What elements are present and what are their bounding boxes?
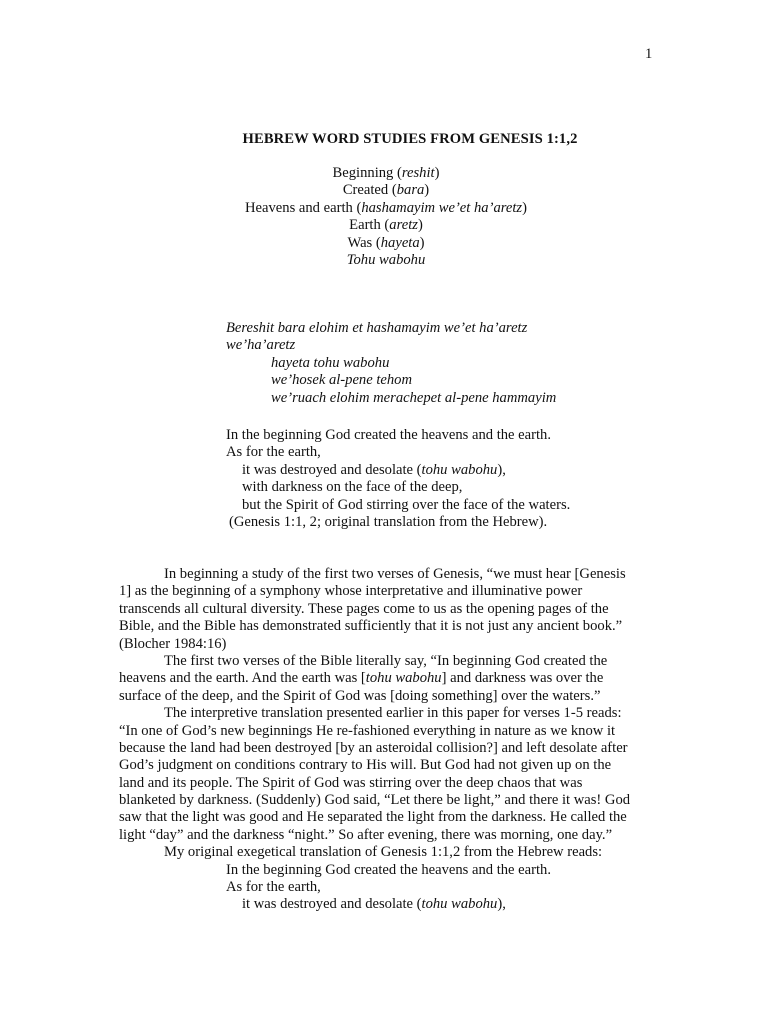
paragraph-line: 1] as the beginning of a symphony whose interpretative and illuminative power bbox=[119, 583, 583, 600]
word-study-list bbox=[0, 165, 768, 269]
hebrew-line: hayeta tohu wabohu bbox=[271, 354, 390, 371]
quote-line: As for the earth, bbox=[226, 879, 321, 896]
page-title: HEBREW WORD STUDIES FROM GENESIS 1:1,2 bbox=[242, 131, 578, 147]
paragraph-line: Bible, and the Bible has demonstrated sufficiently that it is not just any ancient book.” bbox=[119, 618, 623, 635]
translation-line: As for the earth, bbox=[226, 444, 321, 461]
paragraph-line: transcends all cultural diversity. These pages come to us as the opening pages of the bbox=[119, 600, 609, 617]
paragraph-line: (Blocher 1984:16) bbox=[119, 635, 227, 652]
word-study-item: Was (hayeta) bbox=[347, 234, 425, 251]
paragraph-line: light “day” and the darkness “night.” So after evening, there was morning, one day.” bbox=[119, 826, 613, 843]
paragraph-line: “In one of God’s new beginnings He re-fashioned everything in nature as we know it bbox=[119, 722, 616, 739]
hebrew-line: we’ruach elohim merachepet al-pene hammayim bbox=[271, 389, 557, 406]
translation-line: but the Spirit of God stirring over the face of the waters. bbox=[242, 496, 571, 513]
paragraph-line: God’s judgment on conditions contrary to His will. But God had not given up on the bbox=[119, 757, 612, 774]
hebrew-line: Bereshit bara elohim et hashamayim we’et ha’aretz bbox=[226, 320, 528, 336]
word-study-item: Created (bara) bbox=[342, 182, 430, 199]
word-study-item: Earth (aretz) bbox=[349, 217, 423, 234]
quote-line: In the beginning God created the heavens and the earth. bbox=[226, 861, 551, 878]
paragraph-line: blanketed by darkness. (Suddenly) God said, “Let there be light,” and there it was! God bbox=[119, 792, 631, 809]
hebrew-transliteration bbox=[226, 320, 556, 407]
translation-line: with darkness on the face of the deep, bbox=[242, 479, 463, 496]
translation-citation: (Genesis 1:1, 2; original translation from the Hebrew). bbox=[229, 513, 548, 530]
paragraph-line: The interpretive translation presented earlier in this paper for verses 1-5 reads: bbox=[164, 705, 622, 722]
translation-line: In the beginning God created the heavens and the earth. bbox=[226, 427, 551, 443]
page-number: 1 bbox=[645, 46, 653, 62]
paragraph-line: heavens and the earth. And the earth was [tohu wabohu] and darkness was over the bbox=[119, 670, 604, 687]
paragraph-line: My original exegetical translation of Genesis 1:1,2 from the Hebrew reads: bbox=[164, 844, 603, 861]
paragraph-line: In beginning a study of the first two verses of Genesis, “we must hear [Genesis bbox=[164, 566, 626, 582]
hebrew-line: we’ha’aretz bbox=[226, 337, 296, 354]
word-study-item: Tohu wabohu bbox=[346, 251, 426, 268]
paragraph-line: land and its people. The Spirit of God was stirring over the deep chaos that was bbox=[119, 774, 583, 791]
hebrew-line: we’hosek al-pene tehom bbox=[271, 372, 413, 389]
paragraph-line: because the land had been destroyed [by an asteroidal collision?] and left desolate after bbox=[119, 739, 628, 756]
word-study-item: Heavens and earth (hashamayim we’et ha’aretz) bbox=[245, 199, 527, 216]
translation-line: it was destroyed and desolate (tohu wabohu), bbox=[242, 461, 506, 478]
body-text bbox=[119, 566, 655, 914]
word-study-item: Beginning (reshit) bbox=[332, 165, 440, 181]
english-translation bbox=[226, 427, 570, 531]
paragraph-line: The first two verses of the Bible literally say, “In beginning God created the bbox=[164, 652, 608, 669]
paragraph-line: saw that the light was good and He separated the light from the darkness. He called the bbox=[119, 809, 627, 826]
quote-line: it was destroyed and desolate (tohu wabohu), bbox=[242, 896, 506, 913]
paragraph-line: surface of the deep, and the Spirit of God was [doing something] over the waters.” bbox=[119, 687, 601, 704]
